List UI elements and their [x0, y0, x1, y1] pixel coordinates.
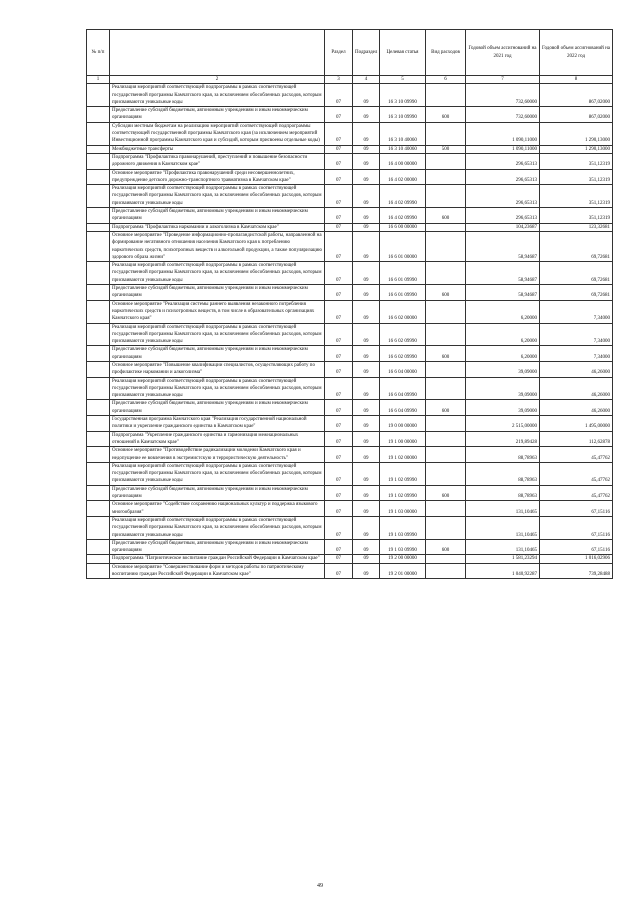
row-number: [87, 563, 110, 579]
row-description: Реализация мероприятий соответствующей подпрограммы в рамках соответствующей государственной программы Камчатского края, за исключением обособленных расходов, которым присваиваются уникальные коды: [110, 185, 325, 208]
row-subsection: 09: [353, 563, 380, 579]
row-expense-type: [426, 153, 466, 169]
row-expense-type: 500: [426, 145, 466, 153]
row-description: Основное мероприятие "Повышение квалификации специалистов, осуществляющих работу по профилактике наркомании и алкоголизма": [110, 361, 325, 377]
row-description: Реализация мероприятий соответствующей подпрограммы в рамках соответствующей государственной программы Камчатского края, за исключением обособленных расходов, которым присваиваются уникальные коды: [110, 377, 325, 400]
table-row: [87, 416, 613, 432]
row-amount-2021: 6,20000: [466, 300, 540, 323]
row-number: [87, 262, 110, 285]
header-num: № п/п: [87, 30, 110, 76]
row-amount-2021: 2 515,00000: [466, 416, 540, 432]
row-section: 07: [325, 145, 353, 153]
header-section: Раздел: [325, 30, 353, 76]
row-amount-2022: 46,26000: [540, 377, 613, 400]
row-number: [87, 223, 110, 231]
row-section: 07: [325, 462, 353, 485]
row-section: 07: [325, 400, 353, 416]
row-amount-2021: 296,65313: [466, 185, 540, 208]
row-expense-type: [426, 122, 466, 145]
row-description: Подпрограмма "Профилактика наркомании и алкоголизма в Камчатском крае": [110, 223, 325, 231]
row-amount-2021: 1 581,23294: [466, 555, 540, 563]
row-subsection: 09: [353, 400, 380, 416]
row-description: Реализация мероприятий соответствующей подпрограммы в рамках соответствующей государственной программы Камчатского края, за исключением обособленных расходов, которым присваиваются уникальные коды: [110, 262, 325, 285]
row-section: 07: [325, 285, 353, 301]
row-amount-2021: 39,09000: [466, 361, 540, 377]
row-amount-2021: 88,78963: [466, 447, 540, 463]
row-number: [87, 377, 110, 400]
row-expense-type: [426, 262, 466, 285]
row-section: 07: [325, 122, 353, 145]
table-header: [87, 30, 613, 84]
row-description: Предоставление субсидий бюджетным, автономным учреждениям и иным некоммерческим организациям: [110, 107, 325, 123]
row-target-article: 19 0 00 00000: [380, 416, 426, 432]
row-expense-type: 600: [426, 400, 466, 416]
row-number: [87, 431, 110, 447]
row-section: 07: [325, 447, 353, 463]
column-number: 4: [353, 76, 380, 84]
row-section: 07: [325, 563, 353, 579]
table-row: [87, 501, 613, 517]
row-amount-2022: 67,15116: [540, 516, 613, 539]
row-amount-2022: 7,34000: [540, 323, 613, 346]
column-number: 6: [426, 76, 466, 84]
row-section: 07: [325, 169, 353, 185]
row-description: Подпрограмма "Патриотическое воспитание граждан Российской Федерации в Камчатском крае": [110, 555, 325, 563]
row-amount-2021: 296,65313: [466, 208, 540, 224]
row-number: [87, 346, 110, 362]
table-row: [87, 431, 613, 447]
row-target-article: 19 2 00 00000: [380, 555, 426, 563]
row-section: 07: [325, 300, 353, 323]
header-target: Целевая статья: [380, 30, 426, 76]
row-expense-type: [426, 169, 466, 185]
row-description: Предоставление субсидий бюджетным, автономным учреждениям и иным некоммерческим организациям: [110, 285, 325, 301]
row-number: [87, 84, 110, 107]
row-subsection: 09: [353, 485, 380, 501]
row-number: [87, 185, 110, 208]
row-amount-2022: 45,47762: [540, 462, 613, 485]
row-subsection: 09: [353, 516, 380, 539]
row-amount-2021: 732,60000: [466, 84, 540, 107]
row-amount-2022: 1 016,02906: [540, 555, 613, 563]
row-expense-type: [426, 84, 466, 107]
table-row: [87, 300, 613, 323]
row-description: Предоставление субсидий бюджетным, автономным учреждениям и иным некоммерческим организациям: [110, 539, 325, 555]
column-number: 2: [110, 76, 325, 84]
row-expense-type: [426, 462, 466, 485]
row-expense-type: [426, 185, 466, 208]
row-amount-2022: 1 495,00000: [540, 416, 613, 432]
table-row: [87, 447, 613, 463]
row-expense-type: [426, 223, 466, 231]
row-target-article: 16 3 10 40060: [380, 145, 426, 153]
row-description: Основное мероприятие "Совершенствование форм и методов работы по патриотическому воспитанию граждан Российской Федерации в Камчатском крае": [110, 563, 325, 579]
page-number: 49: [317, 883, 323, 889]
row-number: [87, 555, 110, 563]
row-target-article: 16 6 04 00000: [380, 361, 426, 377]
row-description: Основное мероприятие "Реализация системы раннего выявления незаконного потребления наркотических средств и психотропных веществ, в том числе в образовательных организациях Камчатского края": [110, 300, 325, 323]
row-subsection: 09: [353, 416, 380, 432]
row-subsection: 09: [353, 462, 380, 485]
row-description: Основное мероприятие "Содействие сохранению национальных культур и поддержка языкового многообразия": [110, 501, 325, 517]
row-target-article: 19 2 01 00000: [380, 563, 426, 579]
row-amount-2022: 1 290,13000: [540, 145, 613, 153]
row-number: [87, 107, 110, 123]
row-section: 07: [325, 84, 353, 107]
row-amount-2022: 867,02000: [540, 107, 613, 123]
row-subsection: 09: [353, 223, 380, 231]
row-subsection: 09: [353, 323, 380, 346]
header-2022: Годовой объем ассигнований на 2022 год: [540, 30, 613, 76]
row-amount-2022: 123,32681: [540, 223, 613, 231]
row-expense-type: [426, 447, 466, 463]
row-description: Государственная программа Камчатского края "Реализация государственной национальной политики и укрепление гражданского единства в Камчатском крае": [110, 416, 325, 432]
row-amount-2021: 39,09000: [466, 377, 540, 400]
row-target-article: 16 6 01 09990: [380, 285, 426, 301]
row-number: [87, 122, 110, 145]
table-row: [87, 323, 613, 346]
row-amount-2022: 351,12319: [540, 169, 613, 185]
row-subsection: 09: [353, 555, 380, 563]
row-subsection: 09: [353, 361, 380, 377]
row-amount-2022: 45,47762: [540, 485, 613, 501]
table-row: [87, 153, 613, 169]
row-description: Подпрограмма "Профилактика правонарушений, преступлений и повышение безопасности дорожного движения в Камчатском крае": [110, 153, 325, 169]
row-target-article: 19 1 02 09990: [380, 485, 426, 501]
row-amount-2022: 351,12319: [540, 185, 613, 208]
row-number: [87, 516, 110, 539]
row-section: 07: [325, 539, 353, 555]
row-section: 07: [325, 555, 353, 563]
row-subsection: 09: [353, 431, 380, 447]
row-amount-2021: 131,10465: [466, 516, 540, 539]
column-number: 3: [325, 76, 353, 84]
row-target-article: 16 4 02 09990: [380, 185, 426, 208]
row-section: 07: [325, 153, 353, 169]
row-subsection: 09: [353, 145, 380, 153]
row-amount-2022: 67,15116: [540, 539, 613, 555]
row-section: 07: [325, 231, 353, 261]
table-row: [87, 361, 613, 377]
row-expense-type: [426, 431, 466, 447]
row-number: [87, 416, 110, 432]
row-section: 07: [325, 185, 353, 208]
row-section: 07: [325, 485, 353, 501]
row-amount-2022: 351,12319: [540, 208, 613, 224]
row-section: 07: [325, 262, 353, 285]
row-target-article: 19 1 03 09990: [380, 539, 426, 555]
table-row: [87, 231, 613, 261]
row-subsection: 09: [353, 300, 380, 323]
table-row: [87, 285, 613, 301]
row-number: [87, 447, 110, 463]
row-target-article: 16 4 00 00000: [380, 153, 426, 169]
row-expense-type: 600: [426, 208, 466, 224]
row-target-article: 16 3 10 09990: [380, 84, 426, 107]
row-amount-2022: 351,12319: [540, 153, 613, 169]
row-expense-type: [426, 323, 466, 346]
table-row: [87, 262, 613, 285]
row-section: 07: [325, 431, 353, 447]
row-expense-type: 600: [426, 346, 466, 362]
row-subsection: 09: [353, 231, 380, 261]
row-section: 07: [325, 323, 353, 346]
table-row: [87, 208, 613, 224]
row-expense-type: 600: [426, 485, 466, 501]
row-amount-2022: 69,72681: [540, 285, 613, 301]
table-row: [87, 539, 613, 555]
row-target-article: 16 6 01 00000: [380, 231, 426, 261]
row-section: 07: [325, 416, 353, 432]
table-row: [87, 346, 613, 362]
row-section: 07: [325, 208, 353, 224]
row-number: [87, 323, 110, 346]
row-number: [87, 153, 110, 169]
table-body: [87, 84, 613, 579]
column-number: 7: [466, 76, 540, 84]
row-number: [87, 231, 110, 261]
row-number: [87, 361, 110, 377]
row-section: 07: [325, 107, 353, 123]
row-target-article: 19 1 00 00000: [380, 431, 426, 447]
row-expense-type: [426, 361, 466, 377]
row-amount-2021: 39,09000: [466, 400, 540, 416]
row-target-article: 16 4 02 00000: [380, 169, 426, 185]
row-target-article: 16 4 02 09990: [380, 208, 426, 224]
row-amount-2021: 296,65313: [466, 169, 540, 185]
row-amount-2021: 219,89428: [466, 431, 540, 447]
row-target-article: 19 1 03 09990: [380, 516, 426, 539]
row-subsection: 09: [353, 447, 380, 463]
row-number: [87, 300, 110, 323]
row-description: Субсидии местным бюджетам на реализацию мероприятий соответствующей подпрограммы соответствующей государственной программы Камчатского края (за исключением мероприятий Инвестиционной программы Камчатского края и субсидий, которым присвоены отдельные коды): [110, 122, 325, 145]
row-amount-2021: 104,23687: [466, 223, 540, 231]
table-row: [87, 223, 613, 231]
row-amount-2022: 7,34000: [540, 346, 613, 362]
table-row: [87, 107, 613, 123]
row-number: [87, 145, 110, 153]
row-description: Основное мероприятие "Профилактика правонарушений среди несовершеннолетних, предупреждение детского дорожно-транспортного травматизма в Камчатском крае": [110, 169, 325, 185]
table-row: [87, 122, 613, 145]
row-description: Предоставление субсидий бюджетным, автономным учреждениям и иным некоммерческим организациям: [110, 485, 325, 501]
row-number: [87, 400, 110, 416]
row-expense-type: [426, 416, 466, 432]
row-amount-2021: 58,94687: [466, 285, 540, 301]
row-amount-2021: 88,78963: [466, 462, 540, 485]
row-amount-2021: 58,94687: [466, 231, 540, 261]
row-expense-type: 600: [426, 107, 466, 123]
row-target-article: 19 1 03 00000: [380, 501, 426, 517]
row-amount-2022: 1 290,13000: [540, 122, 613, 145]
row-amount-2021: 131,10465: [466, 539, 540, 555]
header-exptype: Вид расходов: [426, 30, 466, 76]
column-number: 8: [540, 76, 613, 84]
row-description: Реализация мероприятий соответствующей подпрограммы в рамках соответствующей государственной программы Камчатского края, за исключением обособленных расходов, которым присваиваются уникальные коды: [110, 516, 325, 539]
row-section: 07: [325, 361, 353, 377]
row-description: Реализация мероприятий соответствующей подпрограммы в рамках соответствующей государственной программы Камчатского края, за исключением обособленных расходов, которым присваиваются уникальные коды: [110, 462, 325, 485]
row-section: 07: [325, 223, 353, 231]
row-expense-type: 600: [426, 285, 466, 301]
row-number: [87, 539, 110, 555]
row-expense-type: [426, 501, 466, 517]
row-amount-2022: 69,72681: [540, 262, 613, 285]
row-subsection: 09: [353, 107, 380, 123]
column-number: 1: [87, 76, 110, 84]
row-number: [87, 462, 110, 485]
row-subsection: 09: [353, 501, 380, 517]
row-amount-2022: 112,62878: [540, 431, 613, 447]
row-subsection: 09: [353, 262, 380, 285]
row-description: Предоставление субсидий бюджетным, автономным учреждениям и иным некоммерческим организациям: [110, 346, 325, 362]
table-row: [87, 485, 613, 501]
row-amount-2021: 58,94687: [466, 262, 540, 285]
table-row: [87, 169, 613, 185]
row-expense-type: [426, 516, 466, 539]
row-expense-type: [426, 377, 466, 400]
row-amount-2022: 739,28488: [540, 563, 613, 579]
row-description: Предоставление субсидий бюджетным, автономным учреждениям и иным некоммерческим организациям: [110, 400, 325, 416]
header-subsection: Подраздел: [353, 30, 380, 76]
table-row: [87, 145, 613, 153]
row-expense-type: 600: [426, 539, 466, 555]
row-target-article: 16 6 02 09990: [380, 346, 426, 362]
row-number: [87, 285, 110, 301]
row-subsection: 09: [353, 169, 380, 185]
row-expense-type: [426, 555, 466, 563]
row-subsection: 09: [353, 84, 380, 107]
row-target-article: 19 1 02 09990: [380, 462, 426, 485]
row-amount-2021: 88,78963: [466, 485, 540, 501]
row-section: 07: [325, 377, 353, 400]
row-expense-type: [426, 231, 466, 261]
row-subsection: 09: [353, 185, 380, 208]
row-amount-2021: 296,65313: [466, 153, 540, 169]
row-number: [87, 501, 110, 517]
row-amount-2022: 7,34000: [540, 300, 613, 323]
row-subsection: 09: [353, 377, 380, 400]
row-number: [87, 485, 110, 501]
row-target-article: 16 3 10 40060: [380, 122, 426, 145]
row-subsection: 09: [353, 208, 380, 224]
row-amount-2022: 867,02000: [540, 84, 613, 107]
row-description: Основное мероприятие "Противодействие радикализации молодежи Камчатского края и недопущение ее вовлечения в экстремистскую и террористическую деятельность": [110, 447, 325, 463]
row-target-article: 19 1 02 00000: [380, 447, 426, 463]
row-subsection: 09: [353, 346, 380, 362]
row-section: 07: [325, 516, 353, 539]
row-subsection: 09: [353, 122, 380, 145]
table-row: [87, 516, 613, 539]
table-row: [87, 185, 613, 208]
row-description: Межбюджетные трансферты: [110, 145, 325, 153]
row-description: Основное мероприятие "Проведение информационно-пропагандистской работы, направленной на формирование негативного отношения населения Камчатского края к потреблению наркотических средств, психотропных веществ и алкогольной продукции, а также популяризацию здорового образа жизни": [110, 231, 325, 261]
row-amount-2022: 46,26000: [540, 361, 613, 377]
row-subsection: 09: [353, 539, 380, 555]
table-row: [87, 377, 613, 400]
table-row: [87, 84, 613, 107]
row-expense-type: [426, 563, 466, 579]
row-amount-2021: 131,10465: [466, 501, 540, 517]
row-amount-2022: 46,26000: [540, 400, 613, 416]
row-target-article: 16 6 00 00000: [380, 223, 426, 231]
row-target-article: 16 6 04 09990: [380, 377, 426, 400]
row-amount-2022: 69,72681: [540, 231, 613, 261]
row-target-article: 16 6 01 09990: [380, 262, 426, 285]
row-number: [87, 208, 110, 224]
column-number: 5: [380, 76, 426, 84]
row-description: Подпрограмма "Укрепление гражданского единства и гармонизация межнациональных отношений в Камчатском крае": [110, 431, 325, 447]
row-description: Реализация мероприятий соответствующей подпрограммы в рамках соответствующей государственной программы Камчатского края, за исключением обособленных расходов, которым присваиваются уникальные коды: [110, 84, 325, 107]
row-description: Предоставление субсидий бюджетным, автономным учреждениям и иным некоммерческим организациям: [110, 208, 325, 224]
row-section: 07: [325, 501, 353, 517]
header-2021: Годовой объем ассигнований на 2021 год: [466, 30, 540, 76]
row-target-article: 16 3 10 09990: [380, 107, 426, 123]
table-row: [87, 555, 613, 563]
row-target-article: 16 6 02 09990: [380, 323, 426, 346]
table-row: [87, 462, 613, 485]
row-subsection: 09: [353, 153, 380, 169]
table-row: [87, 563, 613, 579]
budget-table: [86, 29, 613, 579]
row-expense-type: [426, 300, 466, 323]
row-amount-2021: 1 090,11000: [466, 145, 540, 153]
row-amount-2022: 67,15116: [540, 501, 613, 517]
row-amount-2021: 732,60000: [466, 107, 540, 123]
row-description: Реализация мероприятий соответствующей подпрограммы в рамках соответствующей государственной программы Камчатского края, за исключением обособленных расходов, которым присваиваются уникальные коды: [110, 323, 325, 346]
row-target-article: 16 6 02 00000: [380, 300, 426, 323]
row-amount-2021: 6,20000: [466, 323, 540, 346]
row-number: [87, 169, 110, 185]
row-target-article: 16 6 04 09990: [380, 400, 426, 416]
row-amount-2021: 1 040,92287: [466, 563, 540, 579]
table-row: [87, 400, 613, 416]
row-amount-2022: 45,47762: [540, 447, 613, 463]
header-name: [110, 30, 325, 76]
row-section: 07: [325, 346, 353, 362]
row-amount-2021: 1 090,11000: [466, 122, 540, 145]
row-amount-2021: 6,20000: [466, 346, 540, 362]
row-subsection: 09: [353, 285, 380, 301]
